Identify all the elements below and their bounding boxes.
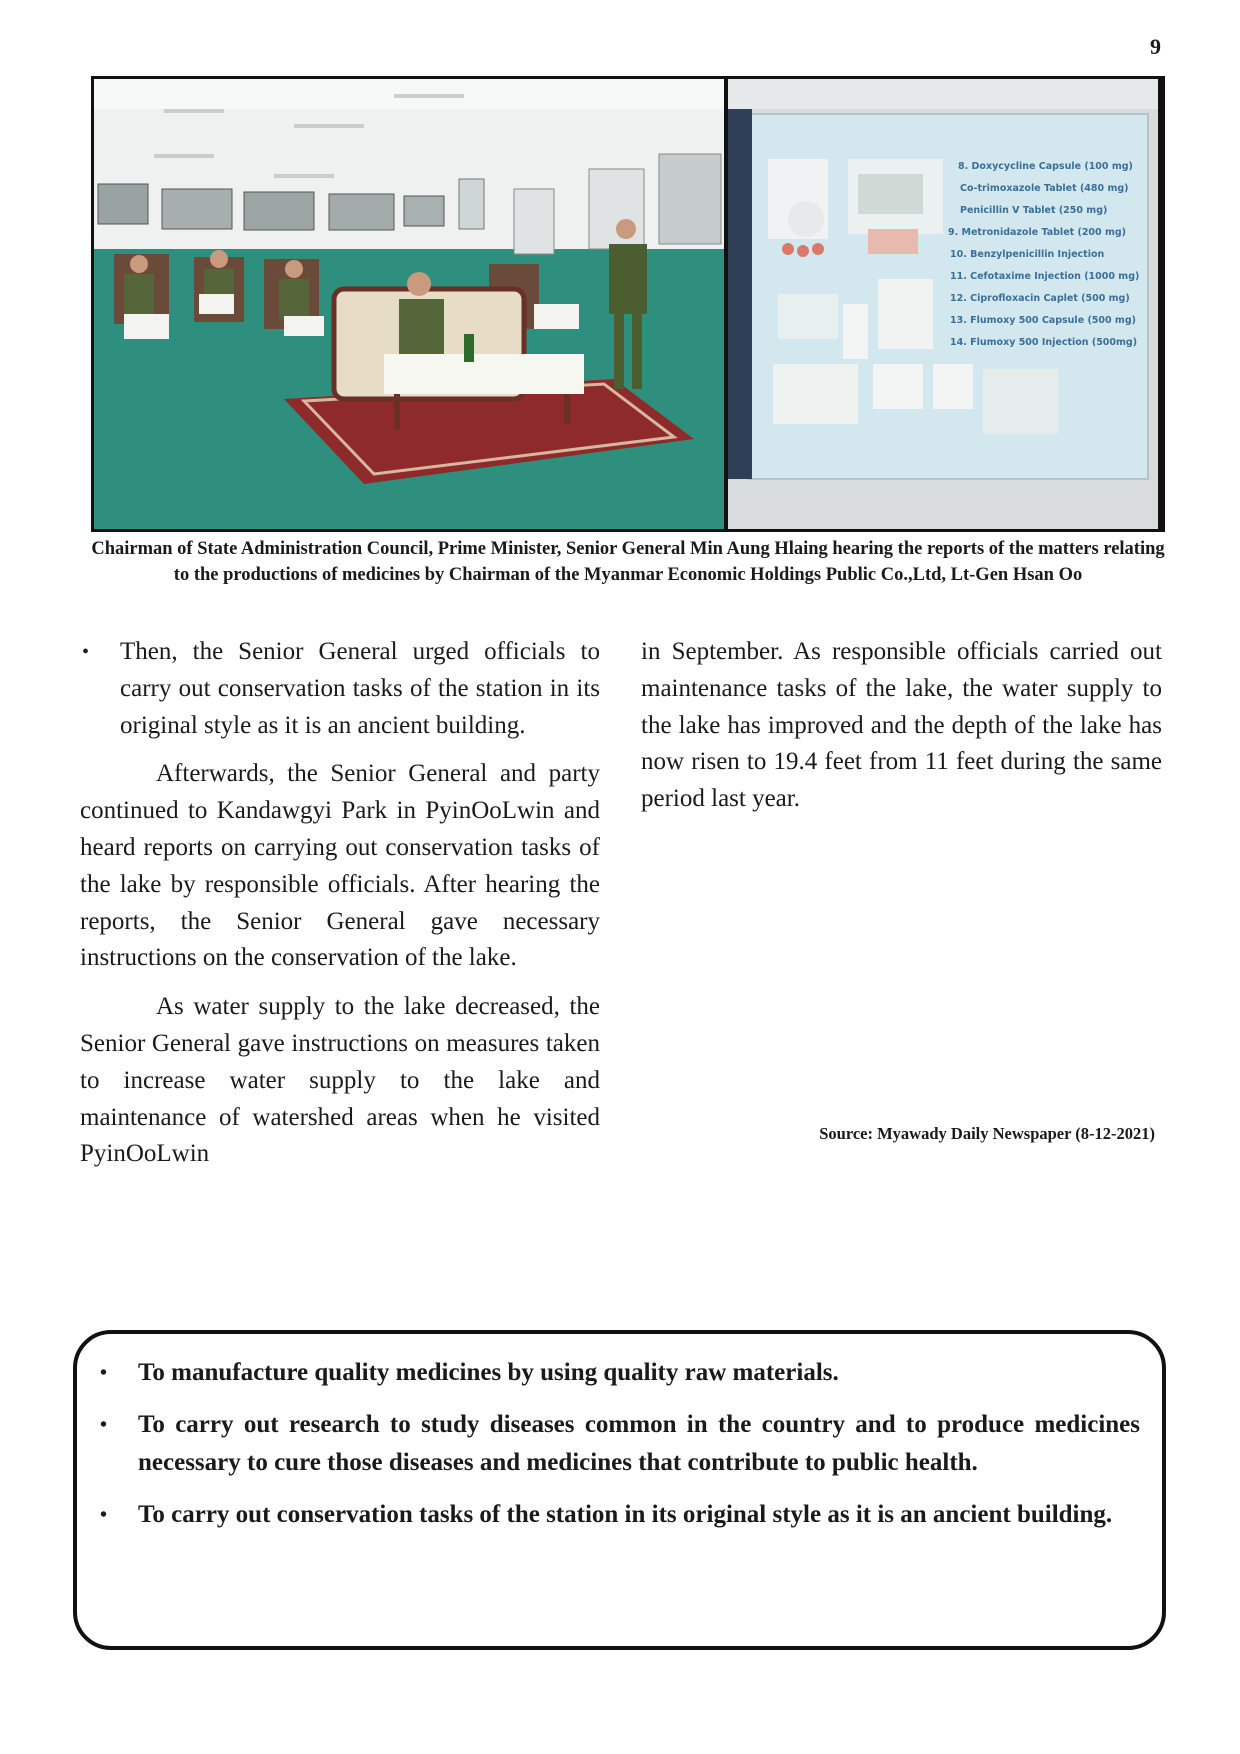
page-number: 9	[1150, 34, 1161, 59]
objective-text: To carry out research to study diseases common in the country and to produce medicines necessary to cure those diseases and medicines that contribute to public health.	[138, 1411, 1140, 1476]
slide-item-6: 11. Cefotaxime Injection (1000 mg)	[950, 271, 1140, 282]
objectives-box	[73, 1330, 1166, 1650]
objective-item	[94, 1406, 1140, 1482]
article-paragraph: Afterwards, the Senior General and party continued to Kandawgyi Park in PyinOoLwin and heard reports on carrying out conservation tasks of the lake by responsible officials. After hearing the reports, the Senior General gave necessary instructions on the conservation of the lake.	[80, 760, 600, 972]
article-bullet-text: Then, the Senior General urged officials to carry out conservation tasks of the station in its original style as it is an ancient building.	[120, 638, 600, 739]
slide-item-4: 9. Metronidazole Tablet (200 mg)	[948, 227, 1127, 238]
photo-frame	[91, 76, 1165, 532]
article-paragraph: As water supply to the lake decreased, the Senior General gave instructions on measures taken to increase water supply to the lake and maintenance of watershed areas when he visited PyinOoLwin	[80, 993, 600, 1168]
slide-item-8: 13. Flumoxy 500 Capsule (500 mg)	[950, 315, 1136, 326]
bullet-icon: •	[100, 1362, 108, 1384]
meeting-hall-photo	[94, 79, 724, 529]
article-paragraph: in September. As responsible officials carried out maintenance tasks of the lake, the water supply to the lake has improved and the depth of the lake has now risen to 19.4 feet from 11 feet during the same period last year.	[641, 638, 1162, 813]
presentation-slide-photo	[728, 79, 1162, 529]
bullet-icon: •	[100, 1414, 108, 1436]
bullet-icon: •	[82, 641, 90, 663]
objective-item	[94, 1354, 1140, 1392]
slide-item-9: 14. Flumoxy 500 Injection (500mg)	[950, 337, 1138, 348]
objective-text: To carry out conservation tasks of the station in its original style as it is an ancient building.	[138, 1501, 1113, 1528]
objective-item	[94, 1496, 1140, 1534]
bullet-icon: •	[100, 1504, 108, 1526]
article-bullet-item	[80, 634, 600, 744]
article-right-column	[641, 634, 1162, 830]
article-left-column	[80, 634, 600, 1185]
slide-item-7: 12. Ciprofloxacin Caplet (500 mg)	[950, 293, 1130, 304]
slide-item-3: Penicillin V Tablet (250 mg)	[960, 205, 1108, 216]
source-credit: Source: Myawady Daily Newspaper (8-12-2021)	[819, 1124, 1155, 1143]
photo-caption: Chairman of State Administration Council, Prime Minister, Senior General Min Aung Hlaing hearing the reports of the matters relating to the productions of medicines by Chairman of the Myanmar Economic Holdings Public Co.,Ltd, Lt-Gen Hsan Oo	[91, 539, 1165, 585]
slide-item-5: 10. Benzylpenicillin Injection	[950, 249, 1105, 260]
slide-item-2: Co-trimoxazole Tablet (480 mg)	[960, 183, 1129, 194]
objective-text: To manufacture quality medicines by using quality raw materials.	[138, 1359, 839, 1386]
slide-item-1: 8. Doxycycline Capsule (100 mg)	[958, 161, 1133, 172]
